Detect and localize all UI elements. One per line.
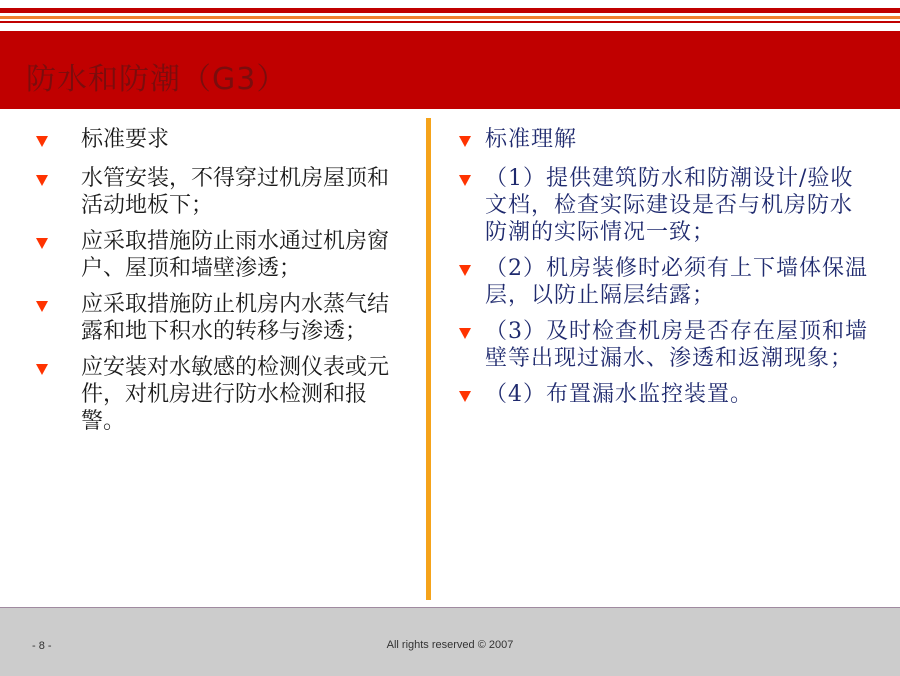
triangle-bullet-icon: [36, 136, 48, 147]
triangle-bullet-icon: [459, 391, 471, 402]
triangle-bullet-icon: [36, 238, 48, 249]
list-item-text: （1）提供建筑防水和防潮设计/验收文档，检查实际建设是否与机房防水防潮的实际情况一致；: [485, 166, 854, 245]
triangle-bullet-icon: [36, 175, 48, 186]
triangle-bullet-icon: [459, 328, 471, 339]
left-column: [32, 126, 402, 444]
triangle-bullet-icon: [36, 364, 48, 375]
list-item-text: 应安装对水敏感的检测仪表或元件，对机房进行防水检测和报警。: [81, 355, 390, 434]
list-item-text: 应采取措施防止雨水通过机房窗户、屋顶和墙壁渗透；: [81, 229, 390, 281]
list-item: [455, 381, 875, 408]
list-item-text: （4）布置漏水监控装置。: [485, 382, 753, 407]
list-item-text: （3）及时检查机房是否存在屋顶和墙壁等出现过漏水、渗透和返潮现象；: [485, 319, 868, 371]
list-item: [455, 255, 875, 309]
slide-title: 防水和防潮（G3）: [26, 62, 288, 97]
list-item-text: 标准理解: [485, 127, 578, 152]
list-item: [32, 165, 402, 219]
page-number: - 8 -: [32, 640, 52, 652]
copyright-text: All rights reserved © 2007: [386, 639, 514, 651]
list-item: [32, 354, 402, 435]
triangle-bullet-icon: [459, 265, 471, 276]
triangle-bullet-icon: [36, 301, 48, 312]
column-divider: [426, 118, 431, 600]
right-column: [455, 126, 875, 417]
top-stripe-orange: [0, 16, 900, 19]
list-item: [455, 165, 875, 246]
list-item: [455, 318, 875, 372]
triangle-bullet-icon: [459, 175, 471, 186]
triangle-bullet-icon: [459, 136, 471, 147]
list-item: [32, 228, 402, 282]
list-item: [455, 126, 875, 153]
list-item: [32, 291, 402, 345]
list-item-text: （2）机房装修时必须有上下墙体保温层，以防止隔层结露；: [485, 256, 868, 308]
top-stripe-red-thin: [0, 21, 900, 23]
list-item-text: 应采取措施防止机房内水蒸气结露和地下积水的转移与渗透；: [81, 292, 390, 344]
list-item-text: 标准要求: [81, 127, 170, 152]
list-item-text: 水管安装，不得穿过机房屋顶和活动地板下；: [81, 166, 390, 218]
list-item: [32, 126, 402, 153]
